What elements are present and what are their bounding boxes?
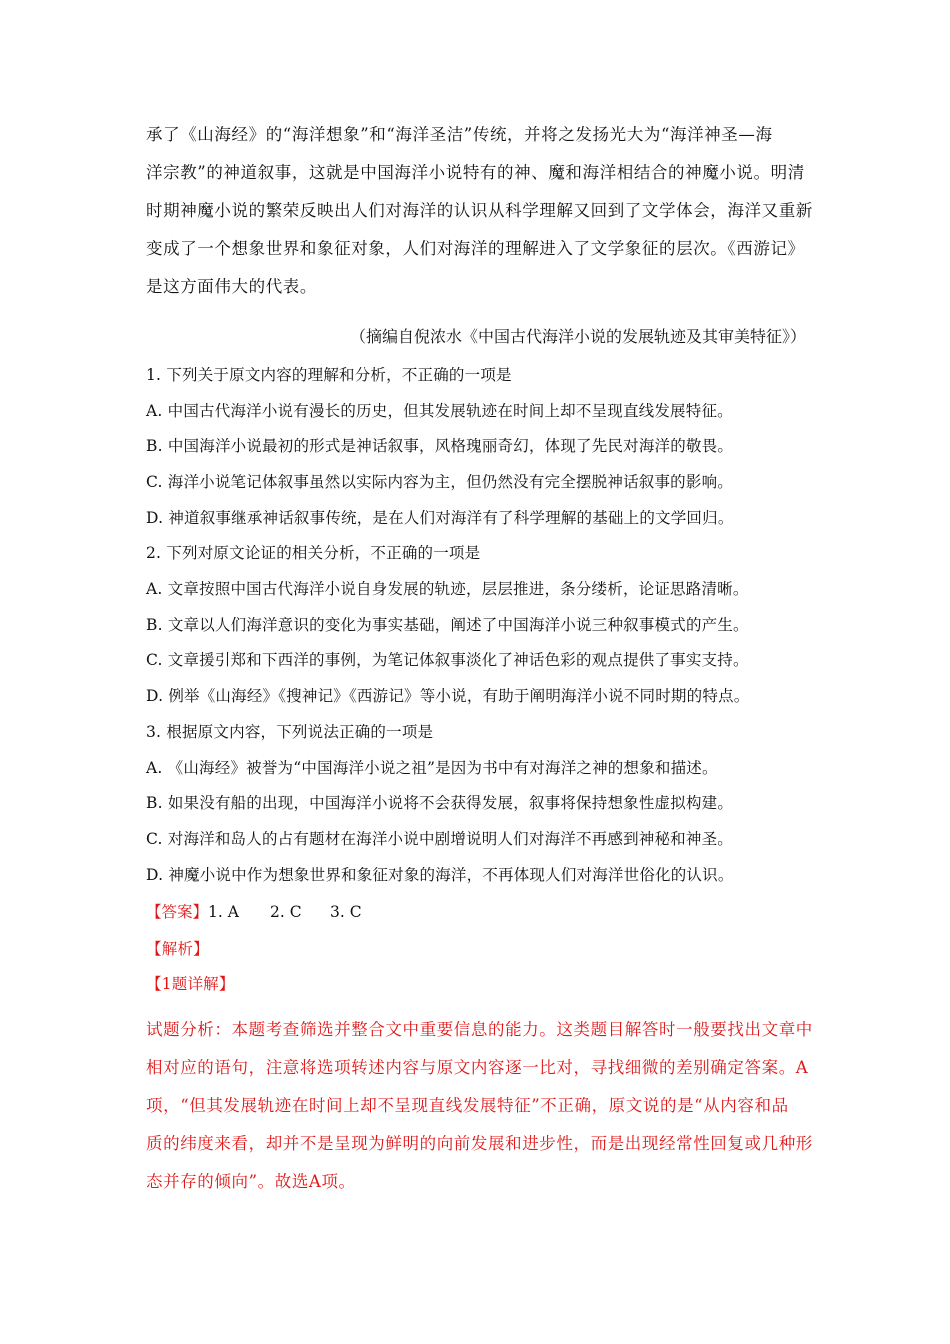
explanation-line: 试题分析：本题考查筛选并整合文中重要信息的能力。这类题目解答时一般要找出文章中 [146, 1020, 813, 1039]
question-2-option-a: A. 文章按照中国古代海洋小说自身发展的轨迹，层层推进，条分缕析，论证思路清晰。 [146, 580, 749, 598]
explanation-paragraph [146, 1011, 813, 1201]
explanation-line: 相对应的语句，注意将选项转述内容与原文内容逐一比对，寻找细微的差别确定答案。A [146, 1058, 809, 1077]
explanation-line: 态并存的倾向”。故选A项。 [146, 1172, 356, 1191]
question-2-option-c: C. 文章援引郑和下西洋的事例，为笔记体叙事淡化了神话色彩的观点提供了事实支持。 [146, 651, 749, 669]
question-1-option-b: B. 中国海洋小说最初的形式是神话叙事，风格瑰丽奇幻，体现了先民对海洋的敬畏。 [146, 437, 734, 455]
question-3-option-a: A. 《山海经》被誉为“中国海洋小说之祖”是因为书中有对海洋之神的想象和描述。 [146, 759, 718, 777]
answer-item: 3. C [330, 903, 362, 921]
question-1-option-c: C. 海洋小说笔记体叙事虽然以实际内容为主，但仍然没有完全摆脱神话叙事的影响。 [146, 473, 733, 491]
question-1-option-a: A. 中国古代海洋小说有漫长的历史，但其发展轨迹在时间上却不呈现直线发展特征。 [146, 402, 733, 420]
passage-line: 洋宗教”的神道叙事，这就是中国海洋小说特有的神、魔和海洋相结合的神魔小说。明清 [146, 163, 805, 182]
question-2-stem: 2. 下列对原文论证的相关分析，不正确的一项是 [146, 544, 481, 562]
question-2-option-d: D. 例举《山海经》《搜神记》《西游记》等小说，有助于阐明海洋小说不同时期的特点。 [146, 687, 750, 705]
passage-line: 时期神魔小说的繁荣反映出人们对海洋的认识从科学理解又回到了文学体会，海洋又重新 [146, 201, 813, 220]
question-3-option-b: B. 如果没有船的出现，中国海洋小说将不会获得发展，叙事将保持想象性虚拟构建。 [146, 794, 734, 812]
question-1-stem: 1. 下列关于原文内容的理解和分析，不正确的一项是 [146, 366, 512, 384]
analysis-label: 【解析】 [146, 940, 209, 958]
passage-source: （摘编自倪浓水《中国古代海洋小说的发展轨迹及其审美特征》） [349, 327, 806, 346]
explanation-line: 项，“但其发展轨迹在时间上却不呈现直线发展特征”不正确，原文说的是“从内容和品 [146, 1096, 789, 1115]
answer-row [146, 900, 362, 924]
question-3-stem: 3. 根据原文内容，下列说法正确的一项是 [146, 723, 434, 741]
passage-paragraph [146, 116, 813, 306]
question-3-option-d: D. 神魔小说中作为想象世界和象征对象的海洋，不再体现人们对海洋世俗化的认识。 [146, 866, 734, 884]
passage-line: 承了《山海经》的“海洋想象”和“海洋圣洁”传统，并将之发扬光大为“海洋神圣—海 [146, 125, 773, 144]
detail-label: 【1题详解】 [146, 975, 235, 993]
answer-item: 1. A [208, 903, 239, 921]
question-3-option-c: C. 对海洋和岛人的占有题材在海洋小说中剧增说明人们对海洋不再感到神秘和神圣。 [146, 830, 733, 848]
explanation-line: 质的纬度来看，却并不是呈现为鲜明的向前发展和进步性，而是出现经常性回复或几种形 [146, 1134, 813, 1153]
answer-label: 【答案】 [146, 903, 209, 921]
passage-line: 变成了一个想象世界和象征对象，人们对海洋的理解进入了文学象征的层次。《西游记》 [146, 239, 805, 258]
question-1-option-d: D. 神道叙事继承神话叙事传统，是在人们对海洋有了科学理解的基础上的文学回归。 [146, 509, 734, 527]
passage-line: 是这方面伟大的代表。 [146, 277, 317, 296]
answer-item: 2. C [270, 903, 302, 921]
question-2-option-b: B. 文章以人们海洋意识的变化为事实基础，阐述了中国海洋小说三种叙事模式的产生。 [146, 616, 749, 634]
